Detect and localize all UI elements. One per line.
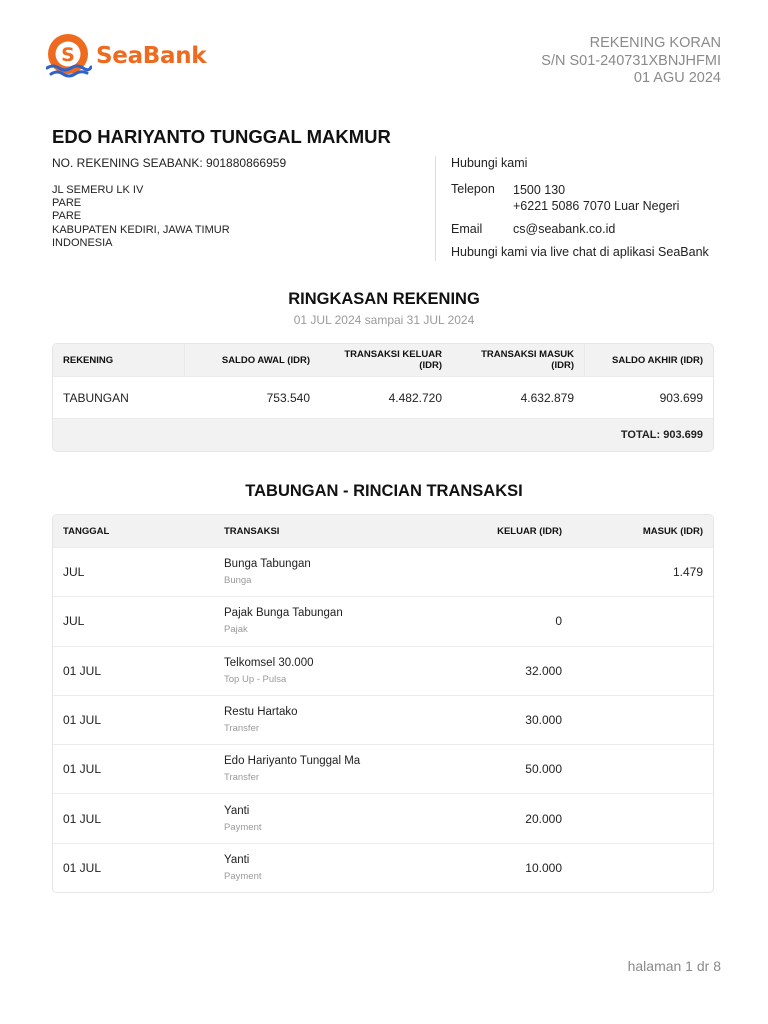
tx-out: 32.000 xyxy=(525,663,562,678)
phone-label: Telepon xyxy=(451,182,495,196)
contact-info xyxy=(451,156,709,259)
header-masuk: MASUK (IDR) xyxy=(642,525,703,537)
tx-date: 01 JUL xyxy=(63,762,102,777)
holder-address xyxy=(52,184,230,250)
tx-description xyxy=(214,706,434,734)
transactions-table xyxy=(52,514,714,893)
account-number: NO. REKENING SEABANK: 901880866959 xyxy=(52,156,287,170)
table-row xyxy=(53,744,713,793)
header-saldo-awal: SALDO AWAL (IDR) xyxy=(184,344,320,376)
document-serial: S/N S01-240731XBNJHFMI xyxy=(541,52,721,69)
svg-text:S: S xyxy=(61,44,75,66)
brand-name: SeaBank xyxy=(96,43,207,69)
tx-date: 01 JUL xyxy=(63,713,102,728)
email-link[interactable]: cs@seabank.co.id xyxy=(513,222,616,236)
table-row xyxy=(53,695,713,744)
tx-title: Pajak Bunga Tabungan xyxy=(224,607,343,620)
tx-out: 0 xyxy=(555,614,562,629)
header-transaksi: TRANSAKSI xyxy=(224,525,280,537)
contact-email-row xyxy=(451,222,709,236)
header-tanggal: TANGGAL xyxy=(63,525,110,537)
table-row xyxy=(53,793,713,842)
tx-in: 1.479 xyxy=(672,565,703,580)
tx-date: 01 JUL xyxy=(63,663,102,678)
summary-title: RINGKASAN REKENING xyxy=(288,290,480,308)
summary-table xyxy=(52,343,714,452)
tx-description xyxy=(214,805,434,833)
contact-title: Hubungi kami xyxy=(451,156,528,170)
tx-date: 01 JUL xyxy=(63,811,102,826)
phone-number-local: 1500 130 xyxy=(513,183,566,197)
address-line: KABUPATEN KEDIRI, JAWA TIMUR xyxy=(52,223,230,236)
tx-date: JUL xyxy=(63,565,85,580)
summary-period: 01 JUL 2024 sampai 31 JUL 2024 xyxy=(293,313,475,327)
tx-type: Pajak xyxy=(224,624,248,636)
table-row xyxy=(53,843,713,892)
seabank-logo xyxy=(46,34,206,78)
tx-type: Top Up - Pulsa xyxy=(224,673,287,685)
contact-phone-row xyxy=(451,182,709,214)
tx-description xyxy=(214,607,434,635)
table-row xyxy=(53,646,713,695)
tx-out: 10.000 xyxy=(525,860,562,875)
tx-type: Payment xyxy=(224,821,262,833)
tx-description xyxy=(214,657,434,685)
address-line: PARE xyxy=(52,197,82,210)
cell-closing-balance: 903.699 xyxy=(659,390,703,405)
tx-description xyxy=(214,558,434,586)
seabank-logo-icon xyxy=(46,34,92,78)
tx-date: 01 JUL xyxy=(63,860,102,875)
live-chat-note: Hubungi kami via live chat di aplikasi SeaBank xyxy=(451,245,709,259)
email-label: Email xyxy=(451,222,483,236)
tx-type: Transfer xyxy=(224,772,260,784)
summary-header-row xyxy=(53,344,713,376)
cell-account-type: TABUNGAN xyxy=(63,390,129,405)
tx-type: Bunga xyxy=(224,575,252,587)
tx-title: Bunga Tabungan xyxy=(224,558,311,571)
phone-number-intl: +6221 5086 7070 Luar Negeri xyxy=(513,199,680,213)
header-transaksi-keluar: TRANSAKSI KELUAR (IDR) xyxy=(344,349,442,371)
tx-description xyxy=(214,854,434,882)
header-keluar: KELUAR (IDR) xyxy=(497,525,562,537)
table-row xyxy=(53,547,713,596)
page-number: halaman 1 dr 8 xyxy=(627,958,721,974)
tx-title: Yanti xyxy=(224,853,250,866)
vertical-divider xyxy=(435,156,436,261)
address-line: JL SEMERU LK IV xyxy=(52,184,144,196)
tx-type: Transfer xyxy=(224,723,260,735)
address-line: PARE xyxy=(52,210,82,223)
tx-title: Edo Hariyanto Tunggal Ma xyxy=(224,755,361,768)
tx-out: 50.000 xyxy=(525,762,562,777)
summary-row xyxy=(53,376,713,418)
tx-date: JUL xyxy=(63,614,85,629)
transactions-title: TABUNGAN - RINCIAN TRANSAKSI xyxy=(245,482,523,500)
header-saldo-akhir: SALDO AKHIR (IDR) xyxy=(584,344,713,376)
tx-type: Payment xyxy=(224,870,262,882)
account-holder-name: EDO HARIYANTO TUNGGAL MAKMUR xyxy=(52,126,391,147)
tx-out: 20.000 xyxy=(525,811,562,826)
header-rekening: REKENING xyxy=(63,354,114,366)
cell-total-out: 4.482.720 xyxy=(388,390,442,405)
transactions-header-row xyxy=(53,515,713,547)
document-meta xyxy=(541,35,721,88)
tx-title: Telkomsel 30.000 xyxy=(224,656,314,669)
cell-total-in: 4.632.879 xyxy=(520,390,574,405)
cell-opening-balance: 753.540 xyxy=(266,390,310,405)
document-date: 01 AGU 2024 xyxy=(633,70,721,86)
header-transaksi-masuk: TRANSAKSI MASUK (IDR) xyxy=(481,349,574,371)
address-line: INDONESIA xyxy=(52,236,113,249)
tx-title: Restu Hartako xyxy=(224,706,298,719)
summary-total: TOTAL: 903.699 xyxy=(53,418,713,451)
table-row xyxy=(53,596,713,645)
tx-title: Yanti xyxy=(224,804,250,817)
document-type: REKENING KORAN xyxy=(589,35,721,51)
tx-out: 30.000 xyxy=(525,713,562,728)
tx-description xyxy=(214,755,434,783)
